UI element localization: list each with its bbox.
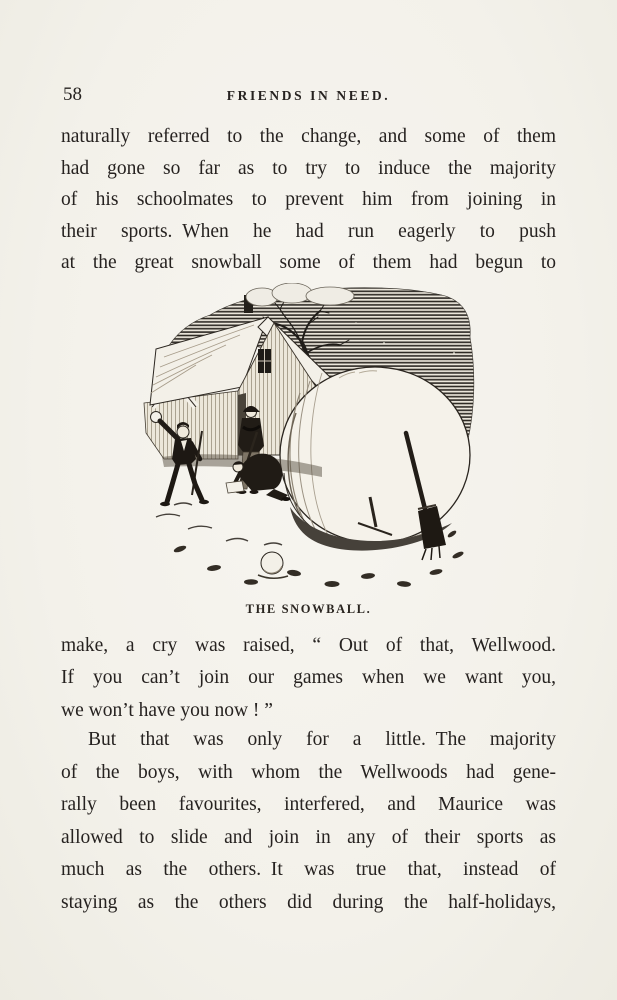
text-line: make, a cry was raised, “ Out of that, Wellwood.: [61, 635, 556, 656]
page-number: 58: [63, 84, 82, 105]
snowball-engraving: [134, 283, 483, 593]
text-line: we won’t have you now ! ”: [61, 699, 273, 721]
illustration-caption: THE SNOWBALL.: [245, 602, 372, 616]
text-line: had gone so far as to try to induce the majority: [61, 157, 556, 179]
small-snowball: [258, 552, 288, 578]
page-header: [61, 84, 556, 106]
paragraph-continuation: [61, 121, 556, 279]
text-line: of the boys, with whom the Wellwoods had gene-: [61, 761, 556, 783]
text-line: staying as the others did during the half-holidays,: [61, 891, 556, 913]
text-line: their sports. When he had run eagerly to push: [61, 220, 556, 242]
text-line: But that was only for a little. The majority: [88, 729, 556, 750]
chimney-smoke: [246, 283, 354, 306]
text-line: at the great snowball some of them had begun to: [61, 252, 556, 274]
text-line: naturally referred to the change, and some of them: [61, 126, 556, 147]
text-line: If you can’t join our games when we want you,: [61, 667, 556, 689]
running-title: FRIENDS IN NEED.: [226, 88, 391, 103]
text-line: allowed to slide and join in any of their sports as: [61, 826, 556, 848]
paragraph-two: [61, 724, 556, 920]
text-line: much as the others. It was true that, instead of: [61, 859, 556, 881]
illustration-the-snowball: [0, 283, 617, 617]
text-line: rally been favourites, interfered, and Maurice was: [61, 794, 556, 816]
text-line: of his schoolmates to prevent him from joining in: [61, 189, 556, 211]
paragraph-quote: [61, 630, 556, 727]
